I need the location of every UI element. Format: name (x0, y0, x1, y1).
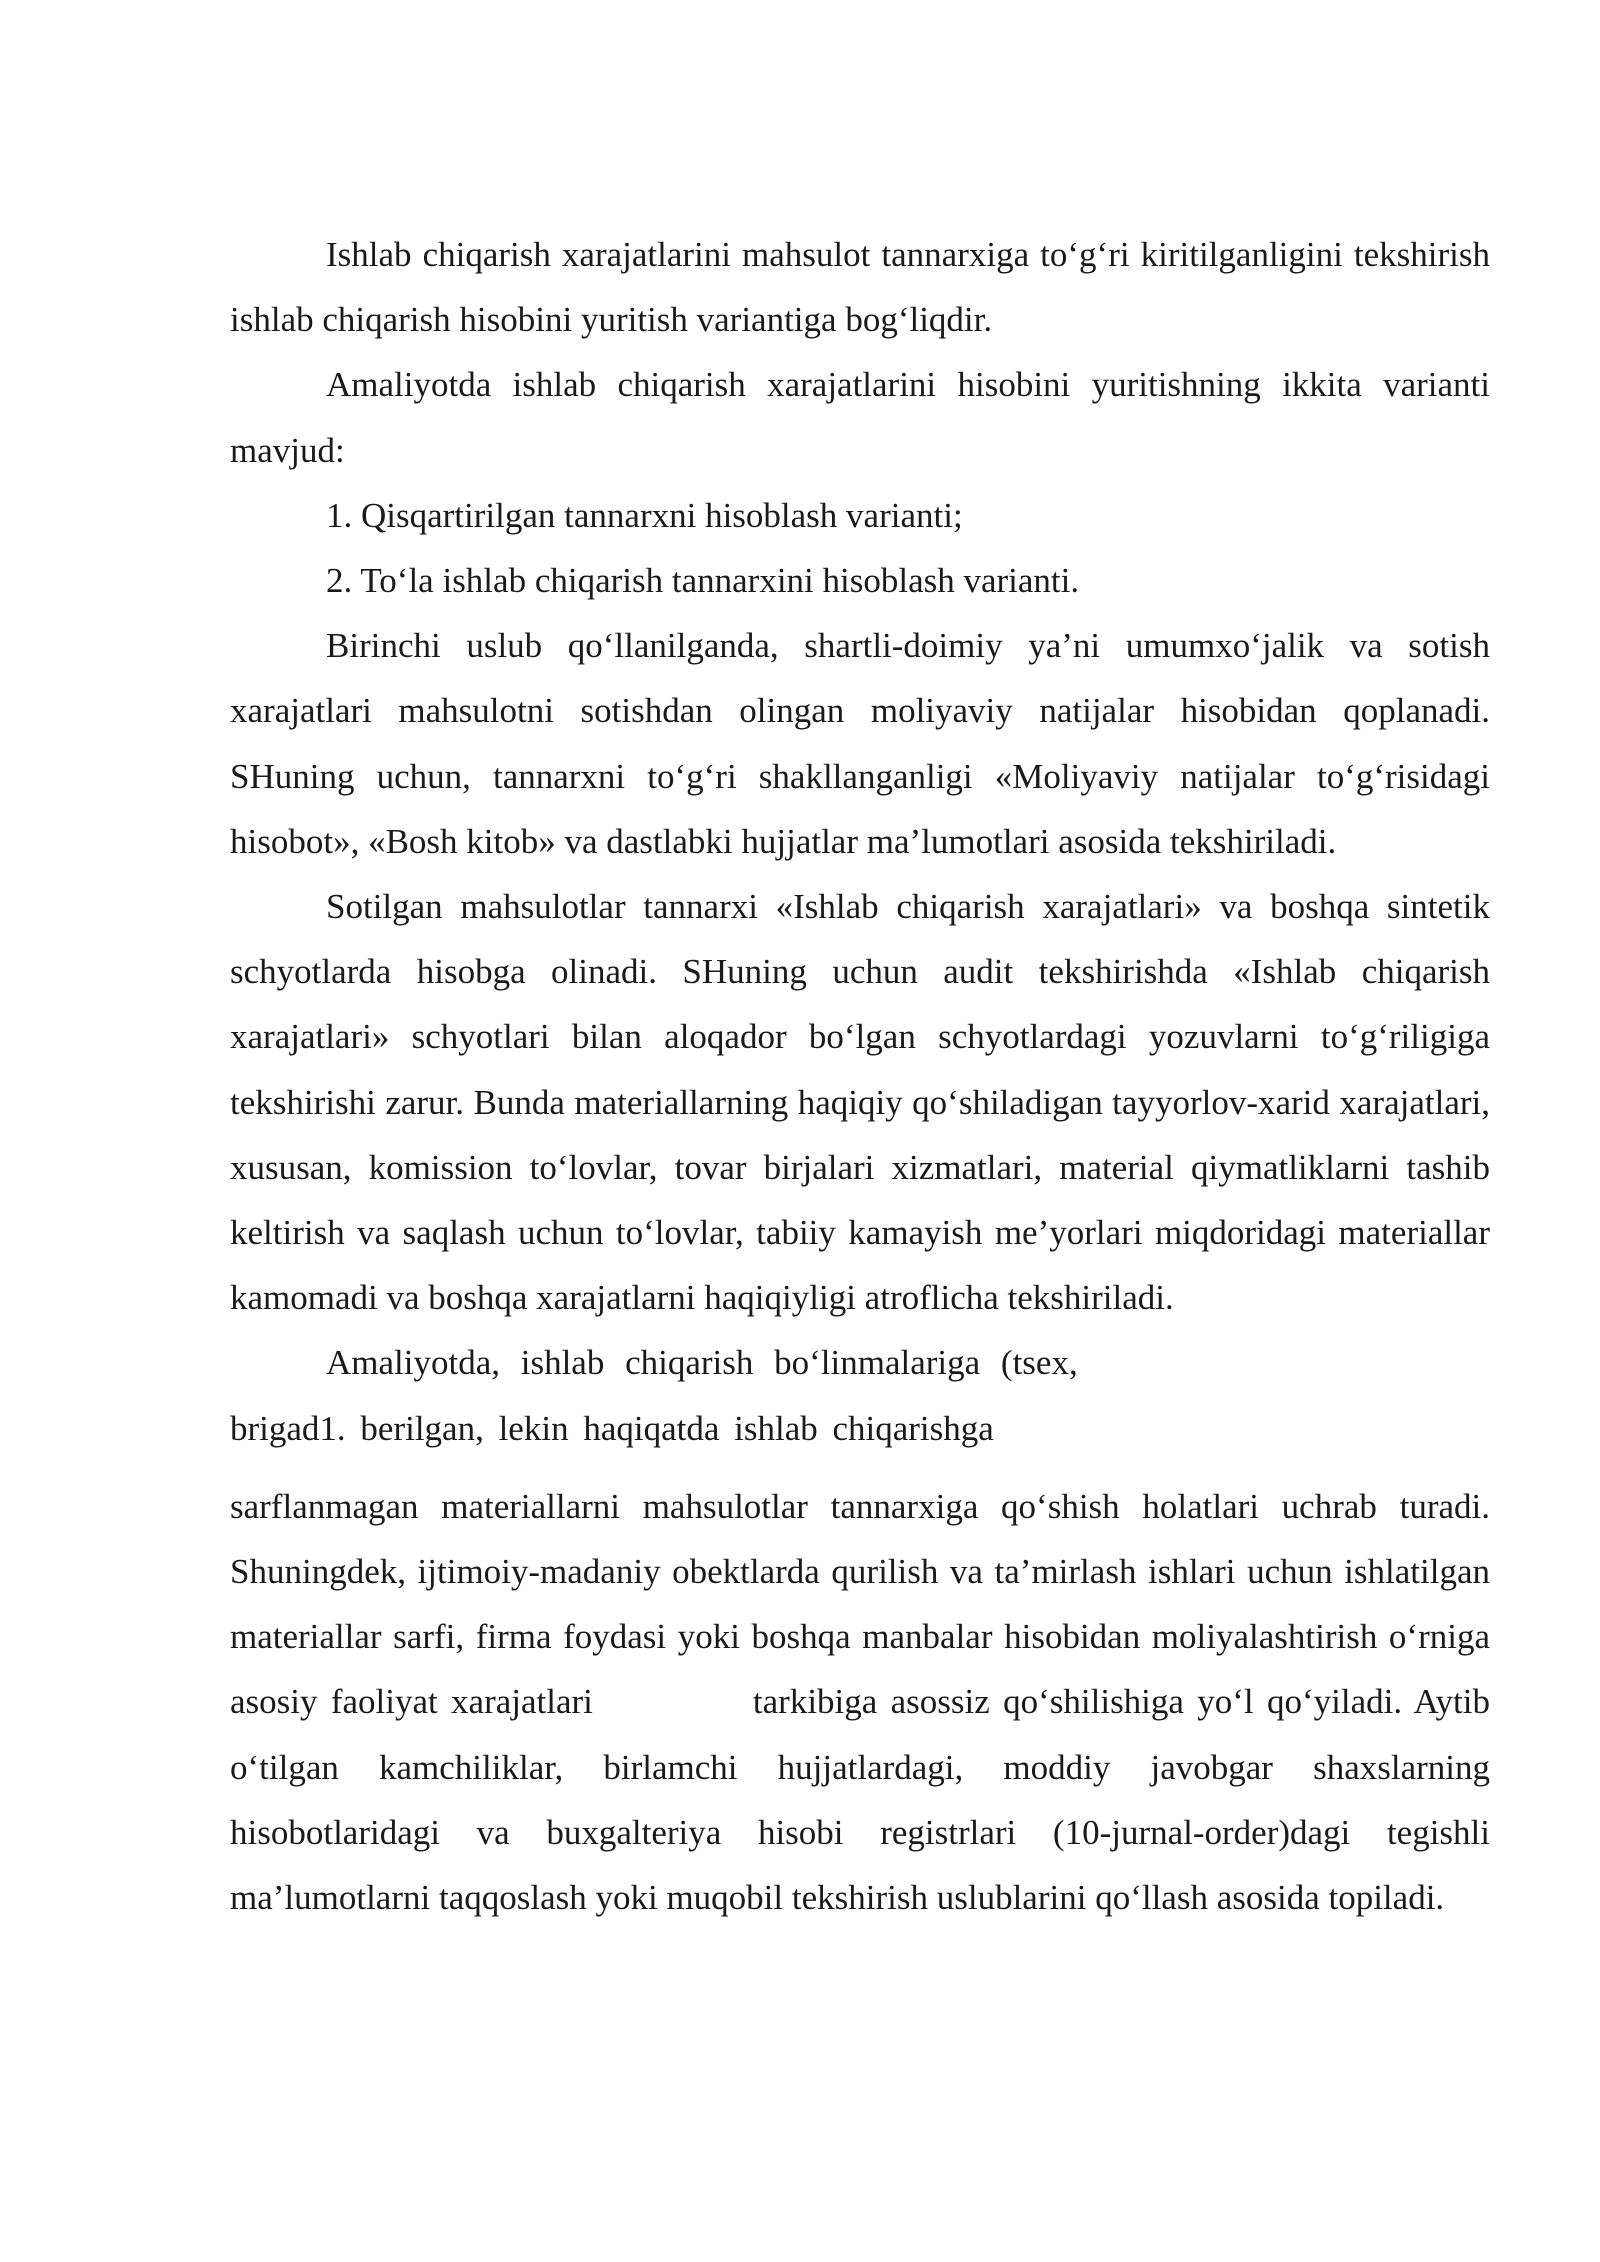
paragraph-practice-line-1: Amaliyotda, ishlab chiqarish bo‘linmalariga (tsex, (326, 1343, 1078, 1383)
paragraph-practice-continued (230, 1474, 1490, 1930)
paragraph-variants: Amaliyotda ishlab chiqarish xarajatlarini hisobini yuritishning ikkita varianti mavjud: (230, 365, 1490, 470)
paragraph-practice-part-2: tarkibiga asossiz qo‘shilishiga yo‘l qo‘yiladi. Aytib o‘tilgan kamchiliklar, birlamchi hujjatlardagi, moddiy javobgar shaxslarning hisobotlaridagi va buxgalteriya hisobi registrlari (10-jurnal-order)dagi tegishli ma’lumotlarni taqqoslash yoki muqobil tekshirish uslublarini qo‘llash asosida topiladi. (230, 1682, 1490, 1918)
list-item-2: 2. To‘la ishlab chiqarish tannarxini hisoblash varianti. (326, 561, 1080, 601)
paragraph-practice-line-2: brigad1. berilgan, lekin haqiqatda ishlab chiqarishga (230, 1408, 994, 1448)
paragraph-intro: Ishlab chiqarish xarajatlarini mahsulot tannarxiga to‘g‘ri kiritilganligini tekshirish ishlab chiqarish hisobini yuritish variantiga bog‘liqdir. (230, 235, 1490, 340)
list-item-1: 1. Qisqartirilgan tannarxni hisoblash varianti; (326, 495, 963, 535)
paragraph-first-method: Birinchi uslub qo‘llanilganda, shartli-doimiy ya’ni umumxo‘jalik va sotish xarajatlari mahsulotni sotishdan olingan moliyaviy natijalar hisobidan qoplanadi. SHuning uchun, tannarxni to‘g‘ri shakllanganligi «Moliyaviy natijalar to‘g‘risidagi hisobot», «Bosh kitob» va dastlabki hujjatlar ma’lumotlari asosida tekshiriladi. (230, 626, 1490, 861)
body-text (230, 222, 1490, 1930)
paragraph-practice-part-1: sarflanmagan materiallarni mahsulotlar tannarxiga qo‘shish holatlari uchrab turadi. Shuningdek, ijtimoiy-madaniy obektlarda qurilish va ta’mirlash ishlari uchun ishlatilgan materiallar sarfi, firma foydasi yoki boshqa manbalar hisobidan moliyalashtirish o‘rniga asosiy faoliyat xarajatlari (230, 1486, 1490, 1722)
paragraph-sold-products: Sotilgan mahsulotlar tannarxi «Ishlab chiqarish xarajatlari» va boshqa sintetik schyotlarda hisobga olinadi. SHuning uchun audit tekshirishda «Ishlab chiqarish xarajatlari» schyotlari bilan aloqador bo‘lgan schyotlardagi yozuvlarni to‘g‘riligiga tekshirishi zarur. Bunda materiallarning haqiqiy qo‘shiladigan tayyorlov-xarid xarajatlari, xususan, komission to‘lovlar, tovar birjalari xizmatlari, material qiymatliklarni tashib keltirish va saqlash uchun to‘lovlar, tabiiy kamayish me’yorlari miqdoridagi materiallar kamomadi va boshqa xarajatlarni haqiqiyligi atroflicha tekshiriladi. (230, 887, 1490, 1318)
